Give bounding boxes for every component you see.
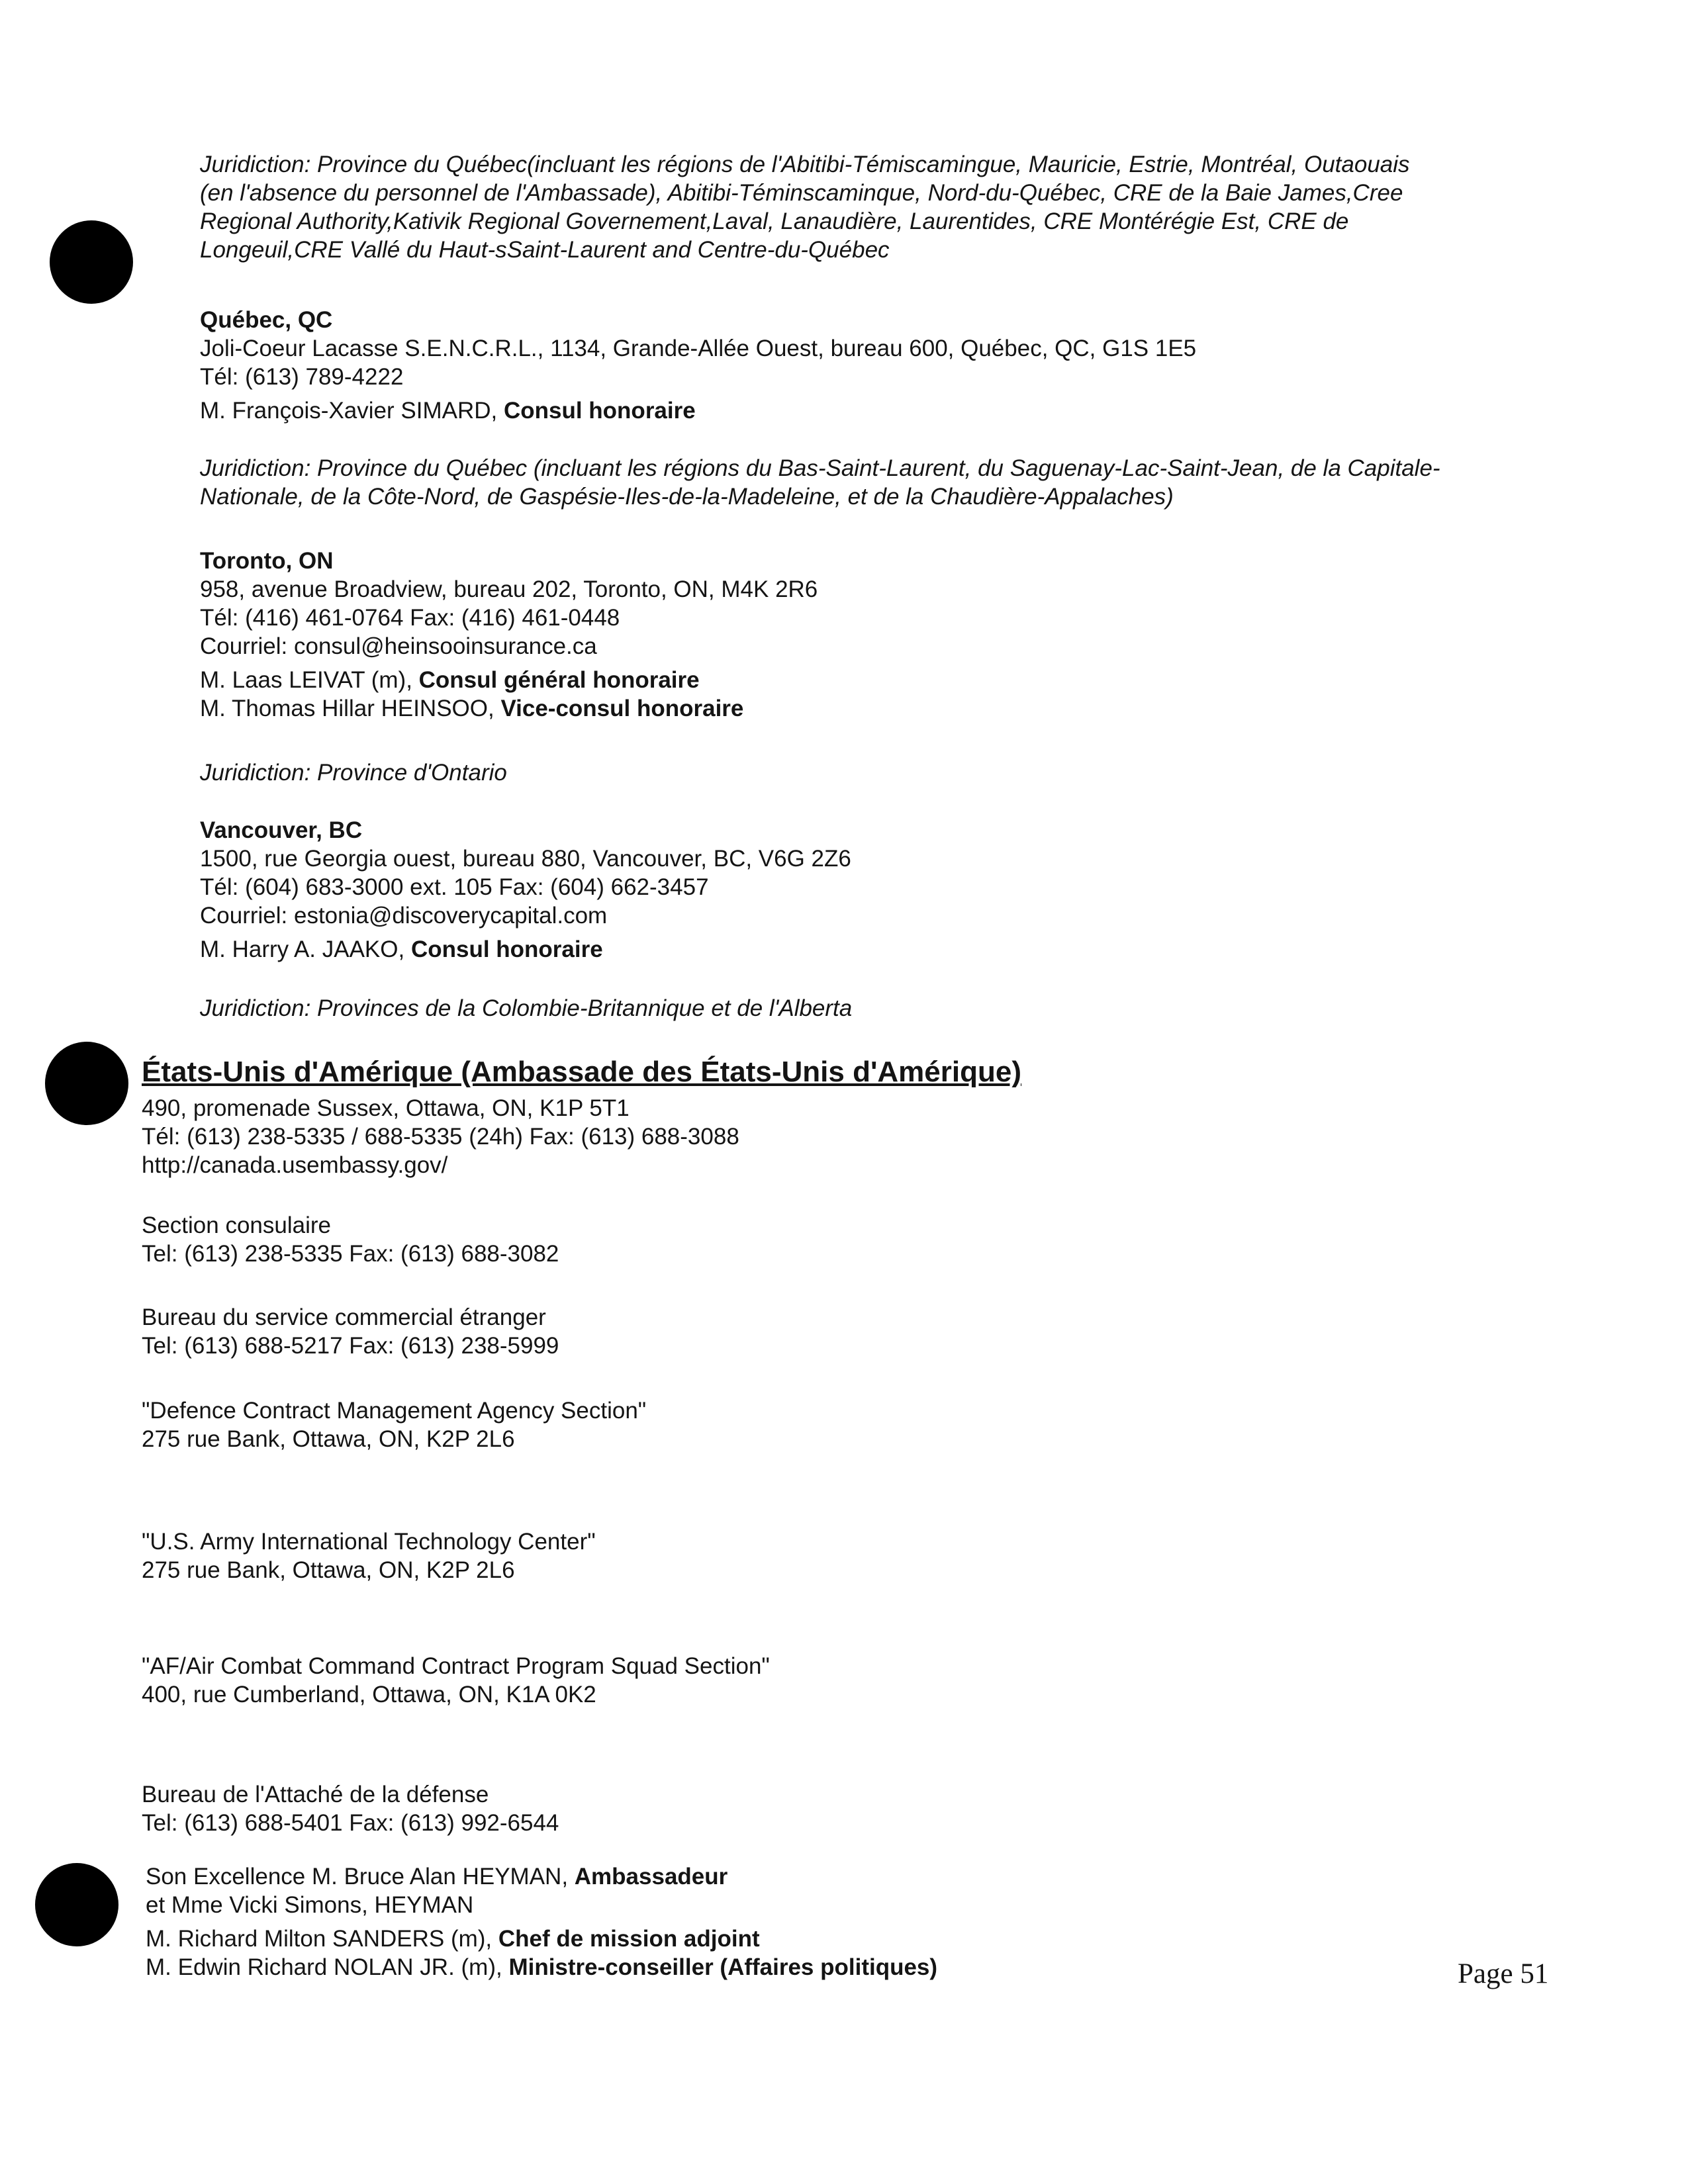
page-number: Page 51 (1458, 1958, 1549, 1989)
usa-section: Section consulaire Tel: (613) 238-5335 Fax: (613) 688-3082 (142, 1212, 559, 1267)
city-heading: Québec, QC (200, 307, 333, 333)
address: 490, promenade Sussex, Ottawa, ON, K1P 5T1 (142, 1095, 630, 1121)
phone: Tél: (416) 461-0764 Fax: (416) 461-0448 (200, 605, 620, 631)
usa-section: "U.S. Army International Technology Center" 275 rue Bank, Ottawa, ON, K2P 2L6 (142, 1529, 596, 1583)
usa-section: Bureau du service commercial étranger Tel: (613) 688-5217 Fax: (613) 238-5999 (142, 1304, 559, 1359)
staff-entry: Son Excellence M. Bruce Alan HEYMAN, Ambassadeur (146, 1864, 728, 1889)
consul-entry: M. Harry A. JAAKO, Consul honoraire (200, 936, 603, 962)
quebec-consulate (200, 306, 1196, 425)
staff-entry: M. Edwin Richard NOLAN JR. (m), Ministre-conseiller (Affaires politiques) (146, 1954, 938, 1980)
staff-entry: et Mme Vicki Simons, HEYMAN (146, 1892, 474, 1918)
email: Courriel: estonia@discoverycapital.com (200, 903, 608, 929)
toronto-jurisdiction: Juridiction: Province d'Ontario (200, 760, 507, 786)
consul-entry: M. François-Xavier SIMARD, Consul honoraire (200, 398, 696, 424)
vancouver-consulate (200, 816, 851, 964)
website-link[interactable]: http://canada.usembassy.gov/ (142, 1152, 448, 1178)
vancouver-jurisdiction: Juridiction: Provinces de la Colombie-Britannique et de l'Alberta (200, 995, 853, 1021)
consul-entry: M. Laas LEIVAT (m), Consul général honoraire (200, 667, 700, 693)
usa-staff-list (146, 1862, 937, 1981)
staff-entry: M. Richard Milton SANDERS (m), Chef de mission adjoint (146, 1926, 760, 1952)
usa-embassy-contact (142, 1094, 739, 1179)
phone: Tél: (604) 683-3000 ext. 105 Fax: (604) 662-3457 (200, 874, 709, 900)
consul-entry: M. Thomas Hillar HEINSOO, Vice-consul honoraire (200, 696, 744, 721)
city-heading: Vancouver, BC (200, 817, 363, 843)
address: 958, avenue Broadview, bureau 202, Toronto, ON, M4K 2R6 (200, 576, 818, 602)
bullet-dot (45, 1042, 128, 1125)
address: Joli-Coeur Lacasse S.E.N.C.R.L., 1134, Grande-Allée Ouest, bureau 600, Québec, QC, G1S 1E5 (200, 336, 1197, 361)
country-heading: États-Unis d'Amérique (Ambassade des États-Unis d'Amérique) (142, 1056, 1022, 1088)
quebec-jurisdiction-top: Juridiction: Province du Québec(incluant les régions de l'Abitibi-Témiscamingue, Mauricie, Estrie, Montréal, Outaouais (en l'absence du personnel de l'Ambassade), Abitibi-Téminscaminque, Nord-du-Québec, CRE de la Baie James,Cree Regional Authority,Kativik Regional Governement,Laval, Lanaudière, Laurentides, CRE Montérégie Est, CRE de Longeuil,CRE Vallé du Haut-sSaint-Laurent and Centre-du-Québec (200, 152, 1410, 263)
address: 1500, rue Georgia ouest, bureau 880, Vancouver, BC, V6G 2Z6 (200, 846, 851, 872)
bullet-dot (50, 220, 133, 304)
usa-section: "Defence Contract Management Agency Section" 275 rue Bank, Ottawa, ON, K2P 2L6 (142, 1398, 647, 1452)
email: Courriel: consul@heinsooinsurance.ca (200, 633, 597, 659)
phone: Tél: (613) 789-4222 (200, 364, 404, 390)
city-heading: Toronto, ON (200, 548, 334, 574)
quebec-jurisdiction: Juridiction: Province du Québec (incluant les régions du Bas-Saint-Laurent, du Saguenay-Lac-Saint-Jean, de la Capitale- Nationale, de la Côte-Nord, de Gaspésie-Iles-de-la-Madeleine, et de la Chaudière-Appalaches) (200, 455, 1440, 510)
usa-section: Bureau de l'Attaché de la défense Tel: (613) 688-5401 Fax: (613) 992-6544 (142, 1782, 559, 1836)
bullet-dot (35, 1863, 118, 1946)
usa-section: "AF/Air Combat Command Contract Program Squad Section" 400, rue Cumberland, Ottawa, ON, K1A 0K2 (142, 1653, 770, 1707)
toronto-consulate (200, 547, 818, 723)
phone: Tél: (613) 238-5335 / 688-5335 (24h) Fax: (613) 688-3088 (142, 1124, 739, 1150)
